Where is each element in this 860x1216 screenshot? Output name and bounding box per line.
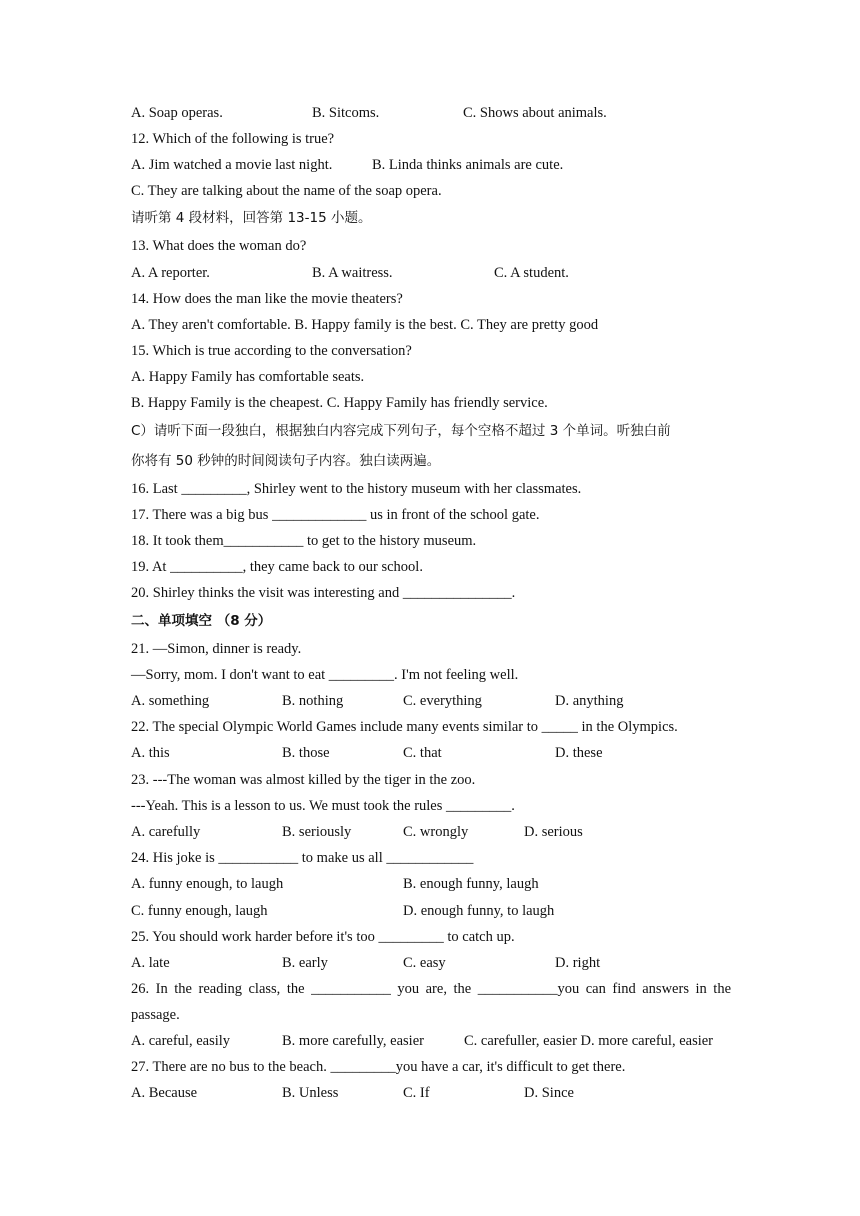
question-27: 27. There are no bus to the beach. _________you have a car, it's difficult to get there.: [131, 1059, 626, 1075]
question-12: 12. Which of the following is true?: [131, 131, 335, 147]
section-c-instruction-cont: 你将有 50 秒钟的时间阅读句子内容。独白读两遍。: [131, 453, 441, 469]
question-26-cont: passage.: [131, 1007, 180, 1023]
question-21-reply: —Sorry, mom. I don't want to eat _________. I'm not feeling well.: [131, 667, 519, 683]
question-22: 22. The special Olympic World Games include many events similar to _____ in the Olympics.: [131, 719, 678, 735]
q12-option-c: C. They are talking about the name of the soap opera.: [131, 183, 442, 199]
option-b: B. those: [282, 745, 330, 761]
question-23-reply: ---Yeah. This is a lesson to us. We must took the rules _________.: [131, 798, 515, 814]
option-b: B. Unless: [282, 1085, 339, 1101]
q15-options-bc: B. Happy Family is the cheapest. C. Happy Family has friendly service.: [131, 395, 548, 411]
question-24: 24. His joke is ___________ to make us all ____________: [131, 850, 474, 866]
option-c: C. everything: [403, 693, 482, 709]
option-a: A. Jim watched a movie last night.: [131, 157, 333, 173]
question-13: 13. What does the woman do?: [131, 238, 307, 254]
option-c: C. funny enough, laugh: [131, 903, 268, 919]
question-17: 17. There was a big bus _____________ us in front of the school gate.: [131, 507, 540, 523]
option-c: C. Shows about animals.: [463, 105, 607, 121]
option-d: D. these: [555, 745, 603, 761]
option-d: D. anything: [555, 693, 624, 709]
option-a: A. this: [131, 745, 170, 761]
option-a: A. Because: [131, 1085, 198, 1101]
question-16: 16. Last _________, Shirley went to the history museum with her classmates.: [131, 481, 582, 497]
option-d: D. Since: [524, 1085, 574, 1101]
option-c: C. If: [403, 1085, 430, 1101]
option-b: B. early: [282, 955, 328, 971]
option-a: A. A reporter.: [131, 265, 210, 281]
option-c: C. that: [403, 745, 442, 761]
option-c: C. A student.: [494, 265, 569, 281]
option-b: B. enough funny, laugh: [403, 876, 539, 892]
option-a: A. something: [131, 693, 210, 709]
option-d: D. enough funny, to laugh: [403, 903, 555, 919]
option-b: B. Linda thinks animals are cute.: [372, 157, 564, 173]
option-a: A. carefully: [131, 824, 201, 840]
option-a: A. funny enough, to laugh: [131, 876, 284, 892]
q15-option-a: A. Happy Family has comfortable seats.: [131, 369, 365, 385]
question-20: 20. Shirley thinks the visit was interesting and _______________.: [131, 585, 516, 601]
option-c: C. wrongly: [403, 824, 469, 840]
question-18: 18. It took them___________ to get to the history museum.: [131, 533, 477, 549]
option-a: A. late: [131, 955, 170, 971]
option-b: B. seriously: [282, 824, 352, 840]
question-26: 26. In the reading class, the ___________ you are, the ___________you can find answers in the: [131, 981, 731, 997]
option-d: D. right: [555, 955, 601, 971]
option-b: B. more carefully, easier: [282, 1033, 424, 1049]
option-b: B. Sitcoms.: [312, 105, 380, 121]
question-15: 15. Which is true according to the conversation?: [131, 343, 412, 359]
question-25: 25. You should work harder before it's too _________ to catch up.: [131, 929, 515, 945]
listening-instruction-4: 请听第 4 段材料，回答第 13-15 小题。: [131, 210, 372, 226]
option-a: A. careful, easily: [131, 1033, 231, 1049]
option-a: A. Soap operas.: [131, 105, 223, 121]
section-c-instruction: C）请听下面一段独白，根据独白内容完成下列句子，每个空格不超过 3 个单词。听独白前: [131, 423, 671, 439]
q14-options: A. They aren't comfortable. B. Happy family is the best. C. They are pretty good: [131, 317, 599, 333]
section-two-heading: 二、单项填空 （8 分）: [131, 613, 272, 629]
option-d: D. serious: [524, 824, 583, 840]
question-23: 23. ---The woman was almost killed by the tiger in the zoo.: [131, 772, 476, 788]
option-c: C. easy: [403, 955, 446, 971]
option-cd: C. carefuller, easier D. more careful, easier: [464, 1033, 713, 1049]
option-b: B. A waitress.: [312, 265, 393, 281]
option-b: B. nothing: [282, 693, 344, 709]
question-14: 14. How does the man like the movie theaters?: [131, 291, 403, 307]
question-21: 21. —Simon, dinner is ready.: [131, 641, 302, 657]
question-19: 19. At __________, they came back to our school.: [131, 559, 423, 575]
